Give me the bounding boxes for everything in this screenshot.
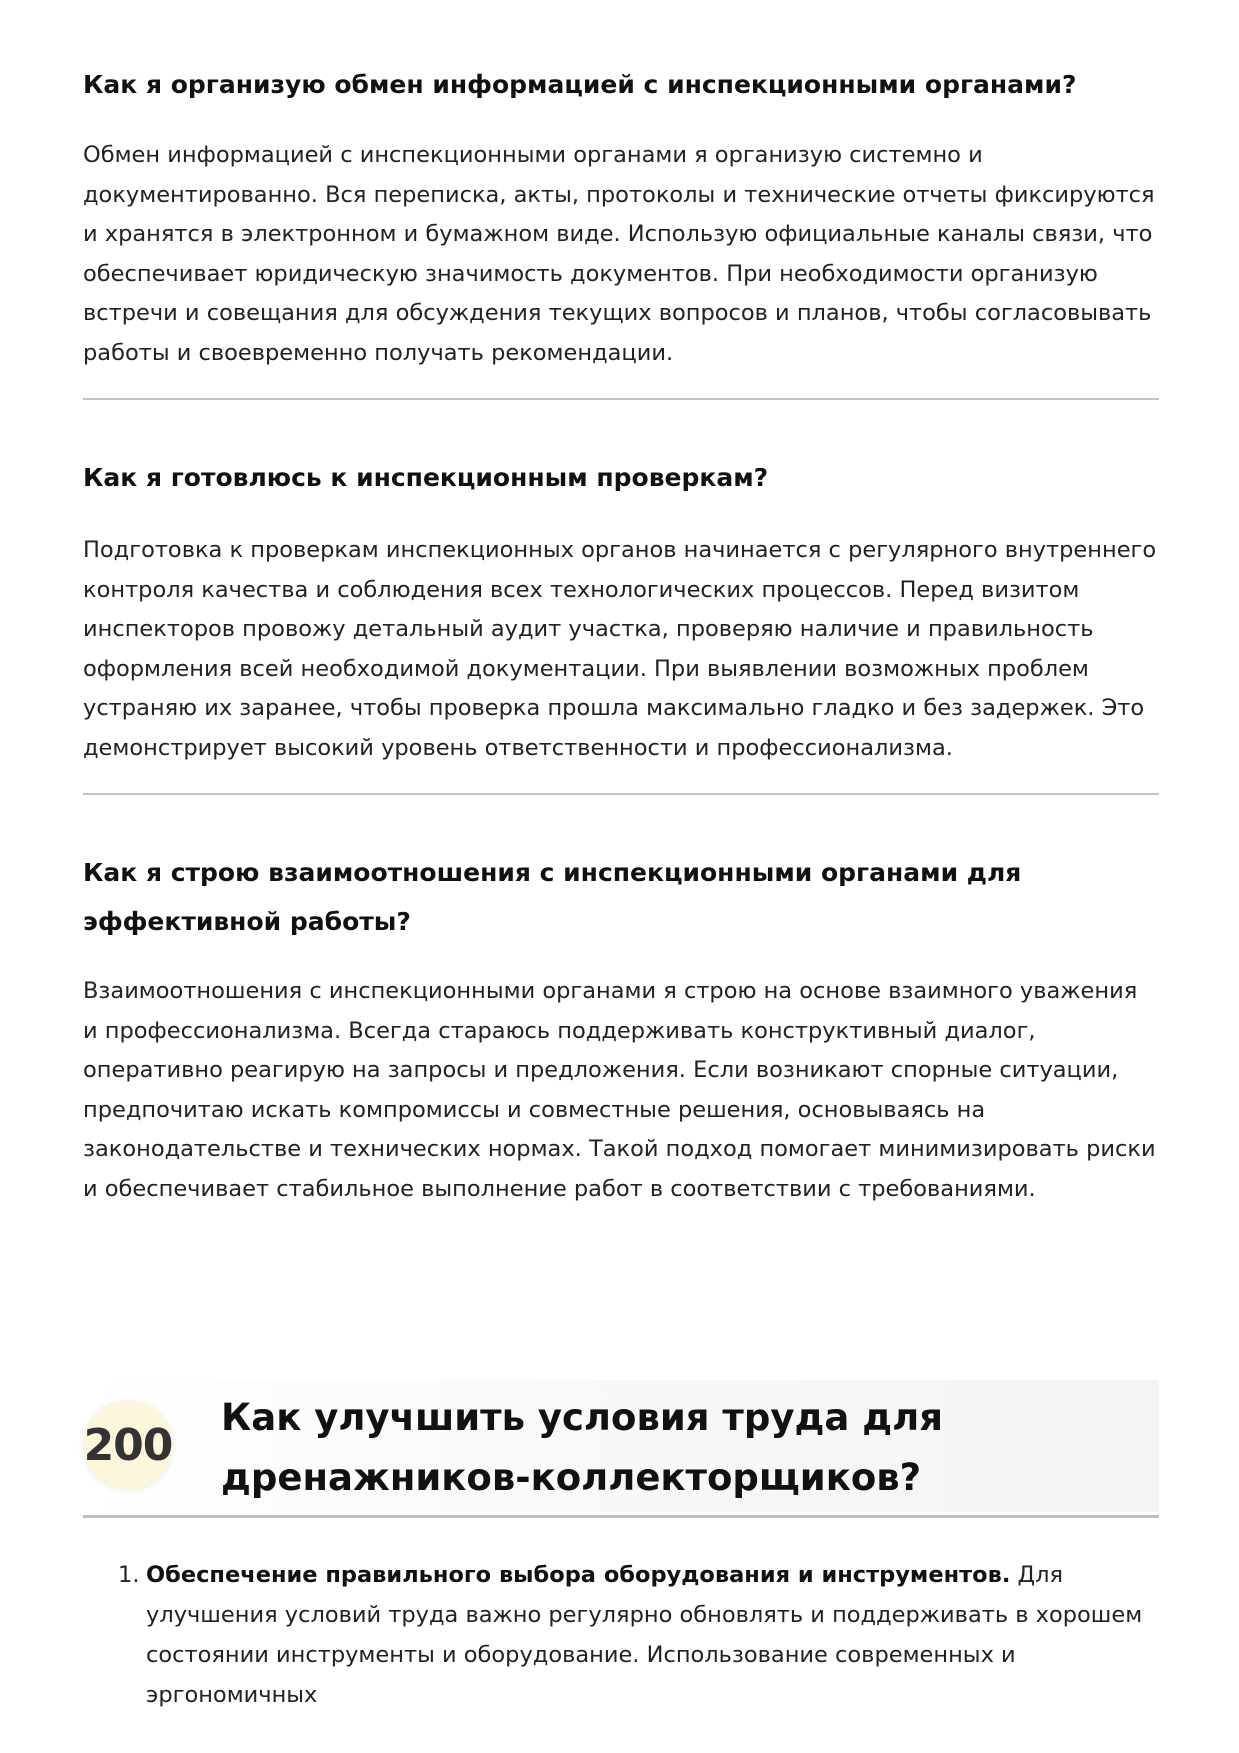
section-divider-2	[83, 793, 1159, 795]
section-divider-1	[83, 398, 1159, 400]
answer-paragraph-3: Взаимоотношения с инспекционными органами я строю на основе взаимного уважения и профессионализма. Всегда стараюсь поддерживать конструктивный диалог, оперативно реагирую на запросы и предложения. Если возникают спорные ситуации, предпочитаю искать компромиссы и совместные решения, основываясь на законодательстве и технических нормах. Такой подход помогает минимизировать риски и обеспечивает стабильное выполнение работ в соответствии с требованиями.	[83, 978, 1156, 1202]
section-number-badge	[83, 1400, 173, 1490]
list-item-number: 1.	[118, 1562, 140, 1588]
question-heading-2: Как я готовлюсь к инспекционным проверкам?	[83, 463, 769, 492]
list-item-text: Для улучшения условий труда важно регулярно обновлять и поддерживать в хорошем состоянии инструменты и оборудование. Использование современных и эргономичных	[146, 1562, 1143, 1708]
list-item	[83, 1555, 1159, 1715]
section-number: 200	[83, 1419, 173, 1471]
answer-paragraph-2: Подготовка к проверкам инспекционных органов начинается с регулярного внутреннего контроля качества и соблюдения всех технологических процессов. Перед визитом инспекторов провожу детальный аудит участка, проверяю наличие и правильность оформления всей необходимой документации. При выявлении возможных проблем устраняю их заранее, чтобы проверка прошла максимально гладко и без задержек. Это демонстрирует высокий уровень ответственности и профессионализма.	[83, 537, 1157, 761]
section-title: Как улучшить условия труда для дренажников-коллекторщиков?	[221, 1396, 943, 1499]
question-heading-3: Как я строю взаимоотношения с инспекционными органами для эффективной работы?	[83, 858, 1022, 936]
section-title-divider	[83, 1515, 1159, 1518]
recommendation-list	[83, 1555, 1159, 1715]
question-heading-1: Как я организую обмен информацией с инспекционными органами?	[83, 70, 1077, 99]
answer-paragraph-1: Обмен информацией с инспекционными органами я организую системно и документированно. Вся переписка, акты, протоколы и технические отчеты фиксируются и хранятся в электронном и бумажном виде. Использую официальные каналы связи, что обеспечивает юридическую значимость документов. При необходимости организую встречи и совещания для обсуждения текущих вопросов и планов, чтобы согласовывать работы и своевременно получать рекомендации.	[83, 142, 1155, 366]
list-item-title: Обеспечение правильного выбора оборудования и инструментов.	[146, 1562, 1011, 1588]
